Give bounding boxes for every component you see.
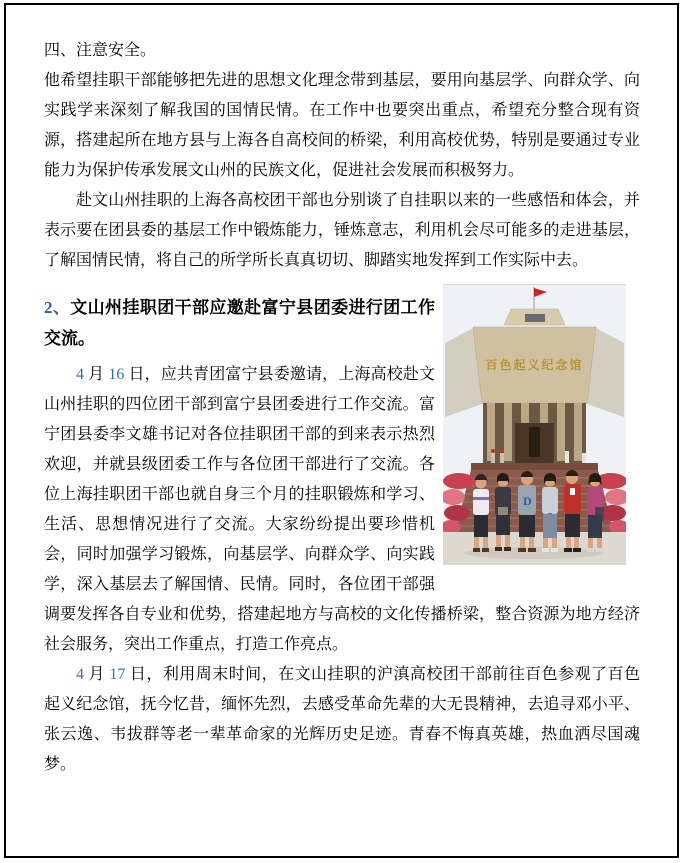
entrance-door-center [529,427,540,457]
roof-window [525,314,545,322]
date-numeral: 17 [109,666,126,683]
column [574,403,582,461]
paragraph-hope: 他希望挂职干部能够把先进的思想文化理念带到基层，要用向基层学、向群众学、向实践学来深刻了解我国的国情民情。在工作中也要突出重点，希望充分整合现有资源，搭建起所在地方县与上海各自高校间的桥梁，利用高校优势，特别是要通过专业能力为保护传承发展文山州的民族文化，促进社会发展而积极努力。 [44,72,640,179]
section-heading-safety: 四、注意安全。 [44,42,157,59]
date-numeral: 16 [108,366,125,383]
memorial-photo-illustration [443,285,626,565]
paragraph-april17 [44,660,640,780]
paragraph-text: 日，应共青团富宁县委邀请，上海高校赴文山州挂职的四位团干部到富宁县团委进行工作交流。富宁团县委李文雄书记对各位挂职团干部的到来表示热烈欢迎，并就县级团委工作与各位团干部进行了交流。各位上海挂职团干部也就自身三个月的挂职锻炼和学习、生活、思想情况进行了交流。大家纷纷提出要珍惜机会，同时加强学习锻炼，向基层学、向群众学、向实践学，深入基层去了解国情、民情。同时，各位团干部强调要发挥各自专业和优势，搭建起地方与高校的文化传播桥梁，整合资源为地方经济社会服务，突出工作重点，打造工作亮点。 [44,366,640,653]
svg-text:D: D [523,494,532,508]
date-numeral: 4 [76,666,84,683]
date-text: 月 [84,666,110,683]
date-numeral: 4 [76,366,84,383]
document-content [44,36,640,780]
terrace [471,463,598,470]
date-text: 月 [84,366,109,383]
paragraph-text: 日，利用周末时间，在文山挂职的沪滇高校团干部前往百色参观了百色起义纪念馆，抚今忆昔，缅怀先烈，去感受革命先辈的大无畏精神，去追寻邓小平、张云逸、韦拔群等老一辈革命家的光辉历史足迹。青春不悔真英雄，热血洒尽国魂梦。 [44,666,640,773]
column [557,403,565,461]
heading-number: 2、 [44,298,71,317]
column [504,403,512,461]
heading-text: 文山州挂职团干部应邀赴富宁县团委进行团工作交流。 [44,298,436,348]
memorial-photo [443,284,626,565]
building-inscription-text: 百色起义纪念馆 [485,358,584,372]
paragraph-reflection: 赴文山州挂职的上海各高校团干部也分别谈了自挂职以来的一些感悟和体会，并表示要在团县委的基层工作中锻炼能力，锤炼意志，利用机会尽可能多的走进基层，了解国情民情，将自己的所学所长真真切切、脚踏实地发挥到工作实际中去。 [44,192,640,269]
